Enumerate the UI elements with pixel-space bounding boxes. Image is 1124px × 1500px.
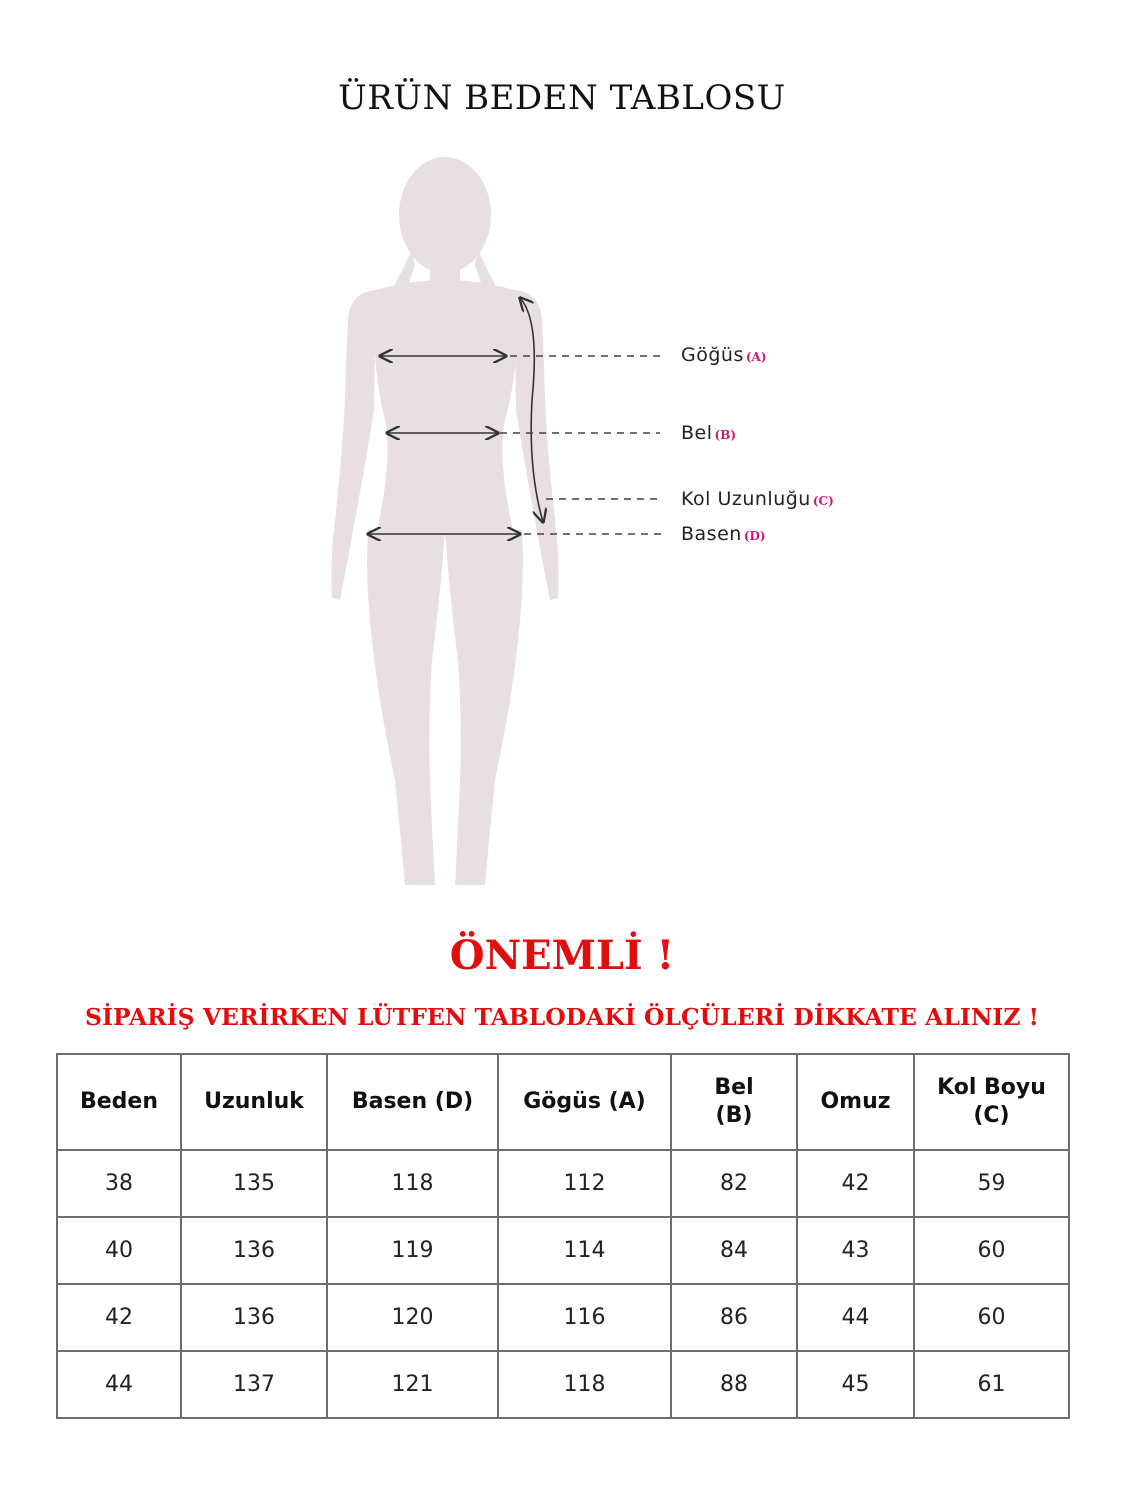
table-cell: 121: [327, 1351, 498, 1418]
table-cell: 137: [181, 1351, 327, 1418]
column-header: Beden: [57, 1054, 181, 1150]
column-header: Uzunluk: [181, 1054, 327, 1150]
column-header: Basen (D): [327, 1054, 498, 1150]
chest-code: (A): [745, 350, 767, 364]
hip-label: Basen (D): [681, 523, 766, 545]
table-cell: 45: [797, 1351, 914, 1418]
order-warning: SİPARİŞ VERİRKEN LÜTFEN TABLODAKİ ÖLÇÜLERİ DİKKATE ALINIZ !: [84, 1003, 1039, 1031]
table-cell: 60: [914, 1284, 1069, 1351]
table-cell: 88: [671, 1351, 797, 1418]
table-cell: 135: [181, 1150, 327, 1217]
column-header: Gögüs (A): [498, 1054, 671, 1150]
table-cell: 61: [914, 1351, 1069, 1418]
table-cell: 118: [327, 1150, 498, 1217]
chest-label: Göğüs (A): [681, 344, 767, 366]
waist-label: Bel (B): [681, 422, 737, 444]
table-cell: 84: [671, 1217, 797, 1284]
waist-code: (B): [714, 428, 737, 442]
sleeve-code: (C): [812, 494, 834, 508]
table-cell: 60: [914, 1217, 1069, 1284]
table-cell: 42: [57, 1284, 181, 1351]
table-cell: 59: [914, 1150, 1069, 1217]
table-cell: 82: [671, 1150, 797, 1217]
table-cell: 43: [797, 1217, 914, 1284]
table-cell: 112: [498, 1150, 671, 1217]
size-table: [56, 1053, 1070, 1419]
table-cell: 120: [327, 1284, 498, 1351]
table-row: [57, 1284, 1069, 1351]
table-cell: 40: [57, 1217, 181, 1284]
table-cell: 38: [57, 1150, 181, 1217]
table-row: [57, 1217, 1069, 1284]
table-cell: 116: [498, 1284, 671, 1351]
table-row: [57, 1351, 1069, 1418]
table-cell: 114: [498, 1217, 671, 1284]
page-title: ÜRÜN BEDEN TABLOSU: [338, 78, 786, 118]
column-header: Omuz: [797, 1054, 914, 1150]
table-cell: 136: [181, 1284, 327, 1351]
table-cell: 118: [498, 1351, 671, 1418]
table-cell: 119: [327, 1217, 498, 1284]
column-header: Kol Boyu (C): [914, 1054, 1069, 1150]
table-cell: 44: [797, 1284, 914, 1351]
table-cell: 136: [181, 1217, 327, 1284]
body-measurement-figure: [0, 140, 1124, 900]
table-cell: 86: [671, 1284, 797, 1351]
female-silhouette: [331, 157, 558, 885]
sleeve-length-label: Kol Uzunluğu (C): [681, 488, 834, 510]
table-row: [57, 1150, 1069, 1217]
hip-code: (D): [743, 529, 766, 543]
table-cell: 44: [57, 1351, 181, 1418]
table-header-row: [57, 1054, 1069, 1150]
important-heading: ÖNEMLİ !: [449, 932, 675, 979]
column-header: Bel (B): [671, 1054, 797, 1150]
table-cell: 42: [797, 1150, 914, 1217]
